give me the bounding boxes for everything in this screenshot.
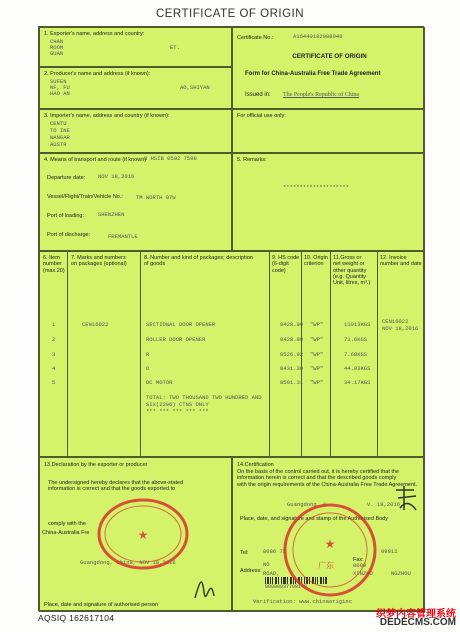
total-line-1: TOTAL: TWO THOUSAND TWO HUNDRED AND	[146, 394, 262, 401]
official-use-label: For official use only:	[237, 113, 286, 119]
col-header-goods: 8. Number and kind of packages; description of goods	[144, 255, 253, 268]
address-label: Address:	[240, 568, 262, 574]
quantity-value: 71.6KGS	[344, 336, 368, 343]
marks-value: CEN16022	[82, 321, 109, 328]
loading-value: SHENZHEN	[98, 211, 125, 218]
item-number: 1	[52, 321, 56, 328]
certification-date: V. 18,2016	[367, 501, 401, 508]
certificate-header-box	[232, 27, 425, 109]
comply-text: comply with the	[48, 521, 86, 527]
remarks-value: ********************	[283, 184, 350, 191]
exporter-line-1: CHAN	[50, 38, 64, 45]
issued-in-label: Issued in:	[245, 92, 271, 98]
exporter-extra: ET.	[170, 44, 180, 51]
declaration-label: 13.Declaration by the exporter or producer	[44, 462, 148, 468]
total-line-3: *** *** *** *** ***	[146, 408, 209, 415]
document-title: CERTIFICATE OF ORIGIN	[155, 8, 305, 20]
goods-description: R	[146, 351, 150, 358]
vessel-value: TM WORTH 07W	[136, 194, 176, 201]
loading-label: Port of loading:	[47, 213, 84, 219]
total-line-2: SIX(2206) CTNS ONLY	[146, 401, 209, 408]
origin-criterion: "WP"	[310, 351, 324, 358]
goods-description: ROLLER DOOR OPENER	[146, 336, 206, 343]
certification-label: 14.Certification	[237, 462, 274, 468]
invoice-number: CEN16022	[382, 318, 409, 325]
goods-description: SECTIONAL DOOR OPENER	[146, 321, 216, 328]
transport-label-extra: 8 HSIB 0502 7599	[144, 155, 197, 162]
col-header-origin: 10. Origin criterion	[304, 255, 328, 268]
col-divider	[140, 252, 141, 457]
certification-text: On the basis of the control carried out, it is hereby certified that the information herein is correct and that the described goods comply with the origin requirements of the China-Australia Free Trade Agreement.	[237, 469, 418, 488]
item-number: 2	[52, 336, 56, 343]
official-stamp	[282, 502, 378, 598]
footer-code: AQSIQ 162617104	[38, 613, 115, 623]
address-value-4: NGZHOU	[391, 570, 411, 577]
svg-text:★: ★	[324, 537, 336, 551]
declaration-sign-label: Place, date and signature of authorised person	[44, 602, 159, 608]
col-divider	[269, 252, 270, 457]
col-header-quantity: 11.Gross or net weight or other quantity (e.g. Quantity Unit, litres, m³.)	[333, 255, 371, 287]
coo-heading: CERTIFICATE OF ORIGIN	[292, 53, 367, 60]
importer-line-2: TO INE	[50, 127, 70, 134]
remarks-box	[232, 153, 425, 251]
quantity-value: 44.03KGS	[344, 365, 371, 372]
goods-description: D	[146, 365, 150, 372]
declaration-text: The undersigned hereby declares that the above-stated information is correct and that the goods exported to	[48, 480, 184, 493]
barcode-number: 00000037708143	[265, 584, 308, 590]
col-header-hs: 9. HS code (6-digit code)	[272, 255, 300, 274]
address-value: NO	[263, 561, 270, 568]
comply-text-2: China-Australia Fre	[42, 530, 90, 536]
certification-place-label: Place, date, and signature and stamp of the Authorised Body	[240, 516, 388, 522]
importer-line-3: WANGAR	[50, 134, 70, 141]
hs-code: 8428.90	[280, 321, 304, 328]
discharge-value: FREMANTLE	[108, 233, 138, 240]
quantity-value: 7.68KGS	[344, 351, 368, 358]
address-value-3: XINZHO	[353, 570, 373, 577]
producer-line-3: HAO AN	[50, 90, 70, 97]
producer-extra: AO,SHIYAN	[180, 84, 210, 91]
issued-in-value: The People's Republic of China	[283, 92, 360, 98]
exporter-signature	[192, 572, 218, 602]
hs-code: 8431.39	[280, 365, 304, 372]
transport-box	[39, 153, 232, 251]
producer-label: 2. Producer's name and address (if known):	[44, 71, 151, 77]
importer-line-1: CENTU	[50, 120, 67, 127]
watermark-en: DEDECMS.COM	[379, 617, 456, 628]
exporter-stamp	[96, 497, 190, 571]
declaration-place-date: Guangdong, China, NOV 18,2016	[80, 559, 176, 566]
origin-criterion: "WP"	[310, 365, 324, 372]
official-signature	[394, 484, 420, 512]
col-divider	[377, 252, 378, 457]
transport-label: 4. Means of transport and route (if known)	[44, 157, 147, 163]
tel-value-2: 09012	[381, 548, 398, 555]
hs-code: 8501.31	[280, 379, 304, 386]
goods-description: DC MOTOR	[146, 379, 173, 386]
col-header-item: 6. Item number (max.20)	[43, 255, 65, 274]
item-number: 4	[52, 365, 56, 372]
hs-code: 8428.90	[280, 336, 304, 343]
remarks-label: 5. Remarks:	[237, 157, 267, 163]
vessel-label: Vessel/Flight/Train/Vehicle No.:	[47, 194, 123, 200]
origin-criterion: "WP"	[310, 336, 324, 343]
col-divider	[67, 252, 68, 457]
watermark-cn: 织梦内容管理系统	[376, 609, 456, 620]
tel-value: 0086 75	[263, 548, 287, 555]
certification-place: Guangdong, C	[287, 501, 327, 508]
origin-criterion: "WP"	[310, 379, 324, 386]
fax-label: Fax:	[353, 557, 364, 563]
certificate-no-label: Certificate No.:	[237, 35, 274, 41]
origin-criterion: "WP"	[310, 321, 324, 328]
official-stamp-text: 广东	[318, 561, 334, 570]
producer-box	[39, 67, 232, 109]
producer-line-2: NF, FU	[50, 84, 70, 91]
quantity-value: 34.17KGS	[344, 379, 371, 386]
tel-label: Tel:	[240, 550, 249, 556]
discharge-label: Port of discharge:	[47, 232, 91, 238]
svg-text:★: ★	[137, 528, 149, 542]
exporter-line-3: GUAN	[50, 50, 64, 57]
importer-line-4: AUSTR	[50, 141, 67, 148]
verification-url: Verification: www.chinaoriginc	[253, 598, 353, 605]
hs-code: 8526.92	[280, 351, 304, 358]
exporter-label: 1. Exporter's name, address and country:	[44, 31, 145, 37]
fax-value: 0090	[353, 562, 367, 569]
certificate-no: A16440182088940	[293, 33, 343, 40]
item-number: 3	[52, 351, 56, 358]
quantity-value: 11013KGS	[344, 321, 371, 328]
departure-label: Departure date:	[47, 175, 86, 181]
departure-value: NOV 18,2016	[98, 173, 135, 180]
goods-table	[39, 251, 425, 457]
item-number: 5	[52, 379, 56, 386]
col-divider	[330, 252, 331, 457]
official-use-box	[232, 109, 425, 153]
col-header-invoice: 12. Invoice number and date	[380, 255, 422, 268]
address-value-2: ROAD,	[263, 570, 280, 577]
invoice-date: NOV 18,2016	[382, 325, 419, 332]
producer-line-1: SUFEN	[50, 78, 67, 85]
exporter-line-2: ROOM	[50, 44, 64, 51]
col-header-marks: 7. Marks and numbers on packages (optional)	[71, 255, 127, 268]
importer-label: 3. Importer's name, address and country (if known):	[44, 113, 170, 119]
form-heading: Form for China-Australia Free Trade Agreement	[245, 71, 381, 77]
importer-box	[39, 109, 232, 153]
exporter-box	[39, 27, 232, 67]
